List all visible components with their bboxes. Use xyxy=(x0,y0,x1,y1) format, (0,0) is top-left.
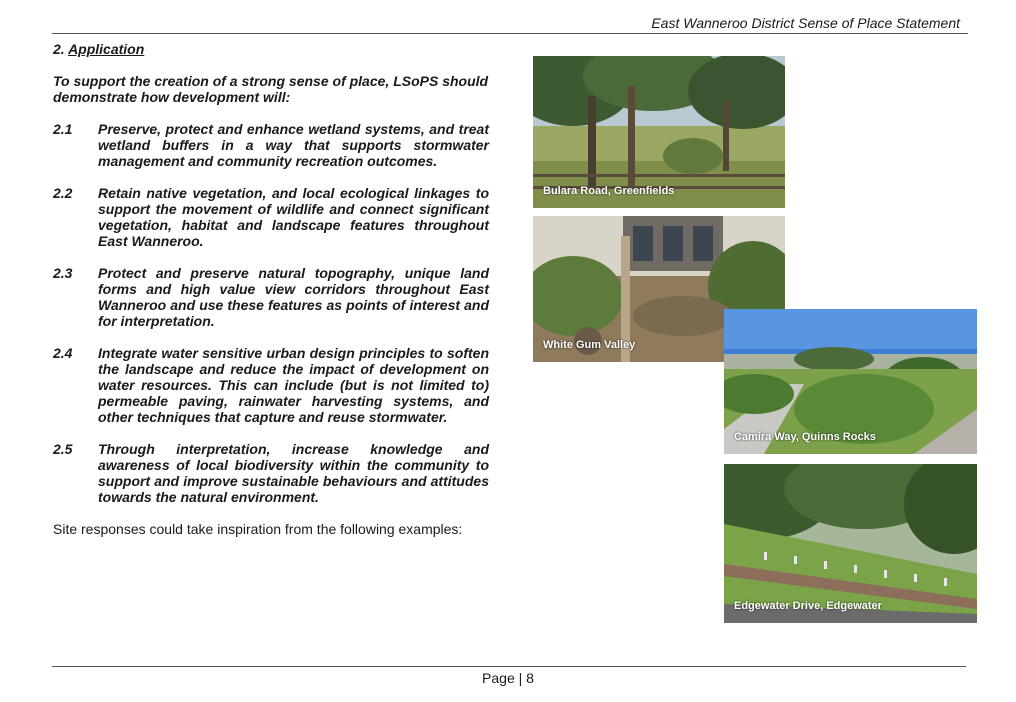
section-number: 2. xyxy=(53,41,65,57)
item-text: Preserve, protect and enhance wetland systems, and treat wetland buffers in a way that supports stormwater management and community recreation outcomes. xyxy=(98,121,489,169)
footer-divider xyxy=(52,666,966,667)
document-header-title: East Wanneroo District Sense of Place Statement xyxy=(651,15,960,31)
photo-caption: Camira Way, Quinns Rocks xyxy=(734,431,876,443)
section-intro: To support the creation of a strong sense of place, LSoPS should demonstrate how development will: xyxy=(53,73,489,105)
item-text: Integrate water sensitive urban design principles to soften the landscape and reduce the impact of development on water resources. This can include (but is not limited to) permeable paving, rainwater harvesting systems, and other techniques that capture and reuse stormwater. xyxy=(98,345,489,425)
header-divider xyxy=(52,33,968,34)
item-number: 2.5 xyxy=(53,441,73,457)
list-item xyxy=(53,345,489,425)
photo-caption: Edgewater Drive, Edgewater xyxy=(734,600,882,612)
section-heading xyxy=(53,41,489,57)
list-item xyxy=(53,121,489,169)
photo-street-verge xyxy=(724,309,977,454)
main-content xyxy=(53,41,489,537)
list-item xyxy=(53,441,489,505)
section-heading-text: Application xyxy=(68,41,145,57)
item-text: Protect and preserve natural topography, unique land forms and high value view corridors throughout East Wanneroo and use these features as points of interest and for interpretation. xyxy=(98,265,489,329)
photo-caption: White Gum Valley xyxy=(543,339,636,351)
photo-caption: Bulara Road, Greenfields xyxy=(543,185,675,197)
photo-park-trees xyxy=(533,56,785,208)
item-text: Through interpretation, increase knowledge and awareness of local biodiversity within the community to support and improve sustainable behaviours and attitudes towards the natural environment. xyxy=(98,441,489,505)
photo-slope-bollards xyxy=(724,464,977,623)
list-item xyxy=(53,185,489,249)
page-number: Page | 8 xyxy=(482,670,534,686)
item-text: Retain native vegetation, and local ecological linkages to support the movement of wildlife and connect significant vegetation, habitat and landscape features throughout East Wanneroo. xyxy=(98,185,489,249)
item-number: 2.1 xyxy=(53,121,73,137)
list-item xyxy=(53,265,489,329)
item-number: 2.3 xyxy=(53,265,73,281)
item-number: 2.4 xyxy=(53,345,73,361)
closing-paragraph: Site responses could take inspiration from the following examples: xyxy=(53,521,463,537)
item-number: 2.2 xyxy=(53,185,73,201)
